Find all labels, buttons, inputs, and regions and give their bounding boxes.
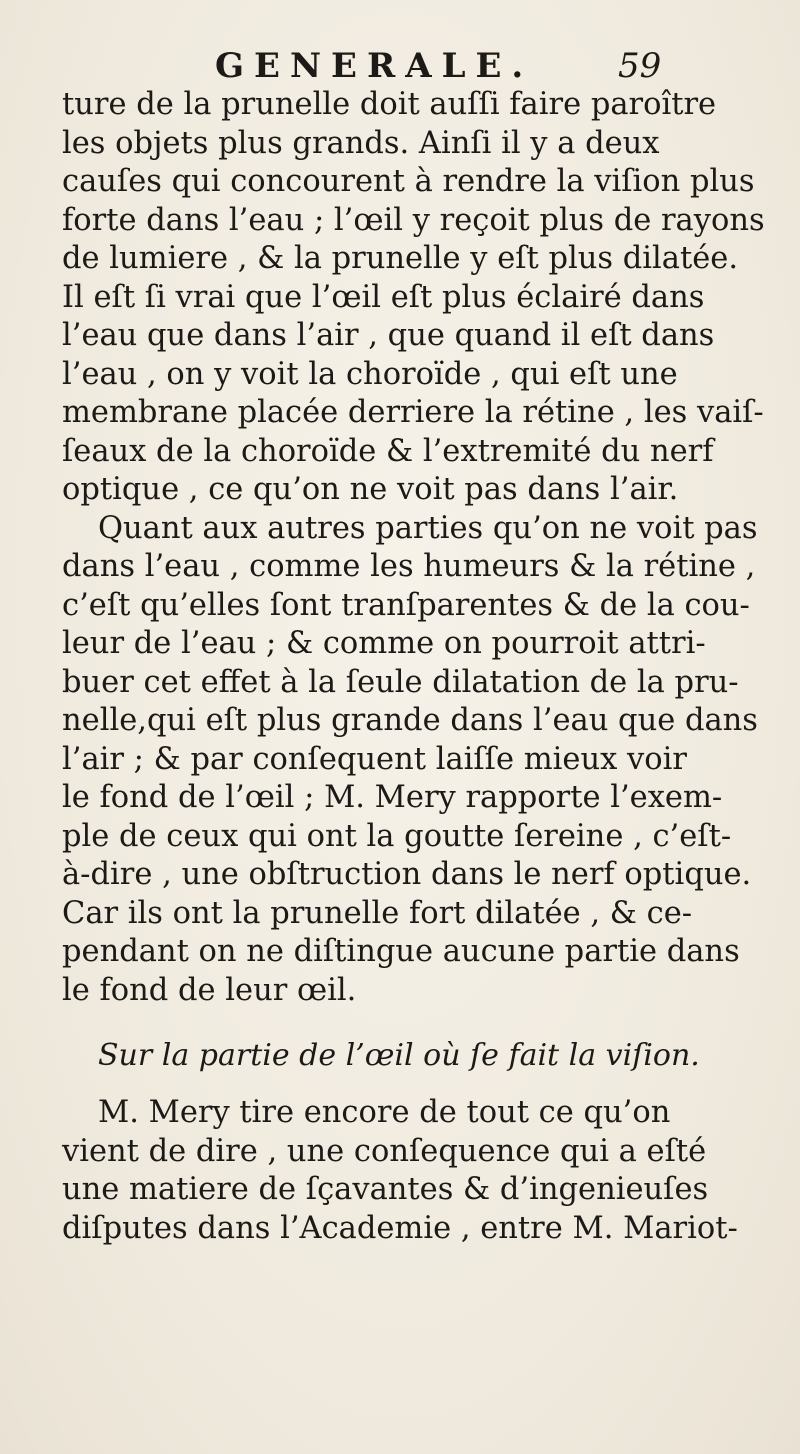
body-text [62,86,765,1248]
text-line: Quant aux autres parties qu’on ne voit pas [98,510,758,546]
text-line: c’eſt qu’elles ſont tranſparentes & de la cou- [62,587,750,623]
text-line: Car ils ont la prunelle fort dilatée , & ce- [62,895,693,931]
text-line: ture de la prunelle doit auſſi faire paroître [62,87,717,122]
text-line: buer cet effet à la ſeule dilatation de la pru- [62,664,739,700]
text-line: M. Mery tire encore de tout ce qu’on [98,1095,671,1130]
text-line: ſeaux de la choroïde & l’extremité du nerf [62,433,714,469]
text-line: le fond de l’œil ; M. Mery rapporte l’exem- [62,780,723,815]
text-line: dans l’eau , comme les humeurs & la rétine , [62,549,756,584]
text-line: membrane placée derriere la rétine , les vaiſ- [62,395,764,430]
running-head: GENERALE. [215,46,534,86]
text-line: pendant on ne diſtingue aucune partie dans [62,934,740,969]
text-line: forte dans l’eau ; l’œil y reçoit plus de rayons [62,202,765,238]
text-line: l’eau que dans l’air , que quand il eſt dans [62,318,715,353]
section-title: Sur la partie de l’œil où ſe fait la viſion. [98,1038,700,1073]
text-line: leur de l’eau ; & comme on pourroit attri- [62,626,706,661]
text-line: Il eſt ſi vrai que l’œil eſt plus éclairé dans [62,279,705,315]
page-header [0,46,800,90]
text-line: nelle,qui eſt plus grande dans l’eau que dans [62,703,758,738]
text-line: l’eau , on y voit la choroïde , qui eſt une [62,356,678,392]
text-line: vient de dire , une conſequence qui a eſté [62,1133,707,1169]
text-line: à-dire , une obſtruction dans le nerf optique. [62,857,752,892]
text-line: l’air ; & par conſequent laiſſe mieux voir [62,741,687,777]
text-line: de lumiere , & la prunelle y eſt plus dilatée. [62,241,739,276]
page-number: 59 [618,46,662,86]
text-line: une matiere de ſçavantes & d’ingenieuſes [62,1172,709,1207]
text-line: cauſes qui concourent à rendre la viſion plus [62,164,755,199]
text-line: le fond de leur œil. [62,972,357,1008]
text-line: diſputes dans l’Academie , entre M. Mariot- [62,1210,738,1246]
text-line: les objets plus grands. Ainſi il y a deux [62,125,660,161]
text-line: optique , ce qu’on ne voit pas dans l’air. [62,472,679,507]
text-line: ple de ceux qui ont la goutte ſereine , c’eſt- [62,818,732,854]
